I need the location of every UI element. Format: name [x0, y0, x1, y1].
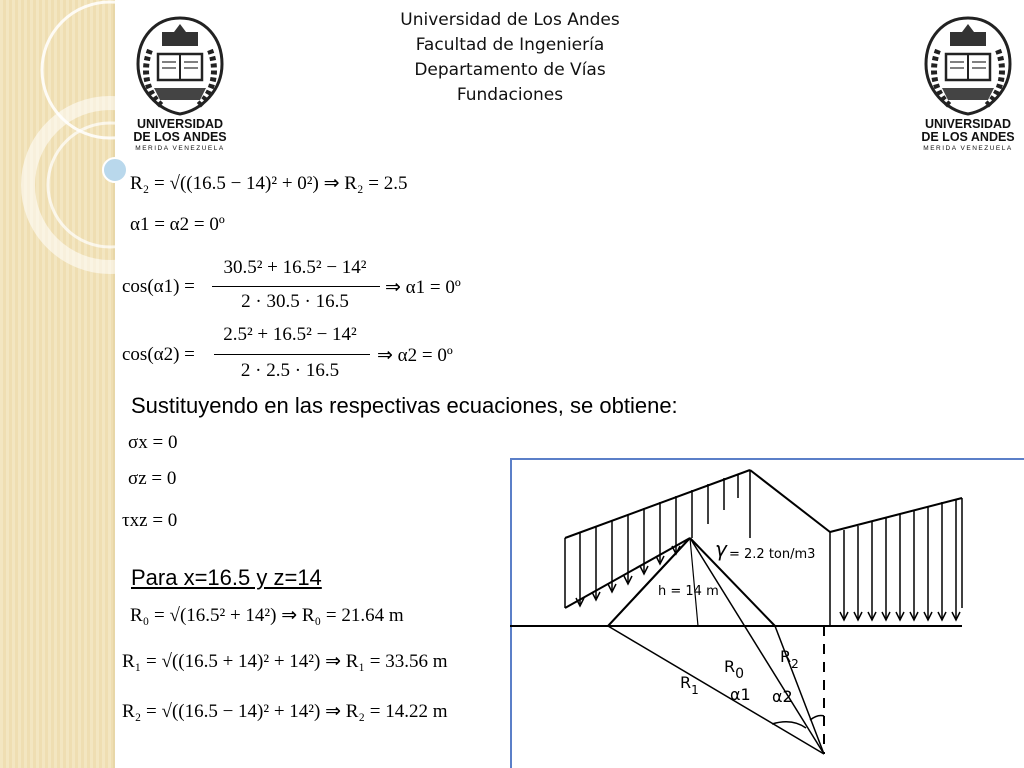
- radius-r0-line: [690, 538, 824, 754]
- r0-label-subscript: 0: [735, 666, 745, 682]
- equation-r2: R₂ = √((16.5 − 14)² + 14²) ⇒ R₂ = 14.22 m: [122, 701, 448, 722]
- document-header: [300, 8, 720, 108]
- equation-cos2-rhs: ⇒ α2 = 0º: [377, 345, 453, 366]
- height-label: h = 14 m: [658, 584, 719, 599]
- r1-label-subscript: 1: [691, 683, 699, 697]
- substitute-text: Sustituyendo en las respectivas ecuaciones, se obtiene:: [131, 393, 678, 418]
- university-logo-right: [918, 10, 1018, 150]
- equation-sigma-z: σz = 0: [128, 468, 177, 489]
- r2-label: [780, 647, 799, 671]
- para-condition-text: Para x=16.5 y z=14: [131, 565, 322, 590]
- university-logo-left: [130, 10, 230, 150]
- equation-text: R₂ = √((16.5 − 14)² + 0²) ⇒ R₂ = 2.5: [130, 173, 408, 194]
- equation-sigma-x: σx = 0: [128, 432, 178, 453]
- height-line: [690, 538, 698, 626]
- header-course: Fundaciones: [456, 85, 564, 105]
- university-crest-icon: [130, 10, 230, 118]
- equation-cos1-rhs: ⇒ α1 = 0º: [385, 277, 461, 298]
- university-crest-icon: [918, 10, 1018, 118]
- equation-alphas: [130, 214, 225, 236]
- embankment-stress-diagram: [510, 458, 1024, 768]
- crest-line: [750, 470, 830, 532]
- r2-label-letter: R: [780, 647, 792, 666]
- equation-r2-top: [130, 172, 408, 195]
- logo-subtitle: MERIDA VENEZUELA: [135, 145, 225, 152]
- logo-name-line1: UNIVERSIDAD: [924, 117, 1012, 131]
- r1-label-letter: R: [680, 673, 692, 692]
- logo-name-line2: DE LOS ANDES: [921, 130, 1015, 144]
- header-university: Universidad de Los Andes: [400, 10, 620, 30]
- r1-label: [680, 673, 699, 697]
- equation-cos2-denominator: 2 · 2.5 · 16.5: [240, 360, 340, 381]
- equation-cos1-numerator: 30.5² + 16.5² − 14²: [223, 257, 367, 278]
- r2-label-subscript: 2: [791, 657, 799, 671]
- gamma-label: = 2.2 ton/m3: [729, 547, 816, 562]
- fraction-line: [212, 286, 380, 287]
- r0-label: [724, 657, 744, 682]
- equation-r1: R₁ = √((16.5 + 14)² + 14²) ⇒ R₁ = 33.56 m: [122, 651, 448, 672]
- equation-r0: R₀ = √(16.5² + 14²) ⇒ R₀ = 21.64 m: [130, 605, 404, 626]
- equation-text: α1 = α2 = 0º: [130, 214, 225, 235]
- gamma-symbol: γ: [715, 537, 727, 561]
- equation-tau-xz: τxz = 0: [122, 510, 178, 531]
- header-department: Departamento de Vías: [414, 60, 606, 80]
- header-faculty: Facultad de Ingeniería: [415, 35, 605, 55]
- fraction-line: [214, 354, 370, 355]
- r0-label-letter: R: [724, 657, 736, 676]
- equation-cos1-lhs: cos(α1) =: [122, 276, 195, 297]
- blue-dot-icon: [103, 158, 127, 182]
- logo-name-line1: UNIVERSIDAD: [136, 117, 224, 131]
- right-load-arrows: [840, 500, 960, 620]
- logo-name-line2: DE LOS ANDES: [133, 130, 227, 144]
- alpha2-label: α2: [772, 687, 793, 706]
- equation-cos1-denominator: 2 · 30.5 · 16.5: [241, 291, 349, 312]
- alpha1-label: α1: [730, 685, 751, 704]
- equation-cos2-numerator: 2.5² + 16.5² − 14²: [223, 324, 357, 345]
- equation-cos2-lhs: cos(α2) =: [122, 344, 195, 365]
- alpha2-arc: [810, 716, 824, 721]
- logo-subtitle: MERIDA VENEZUELA: [923, 145, 1013, 152]
